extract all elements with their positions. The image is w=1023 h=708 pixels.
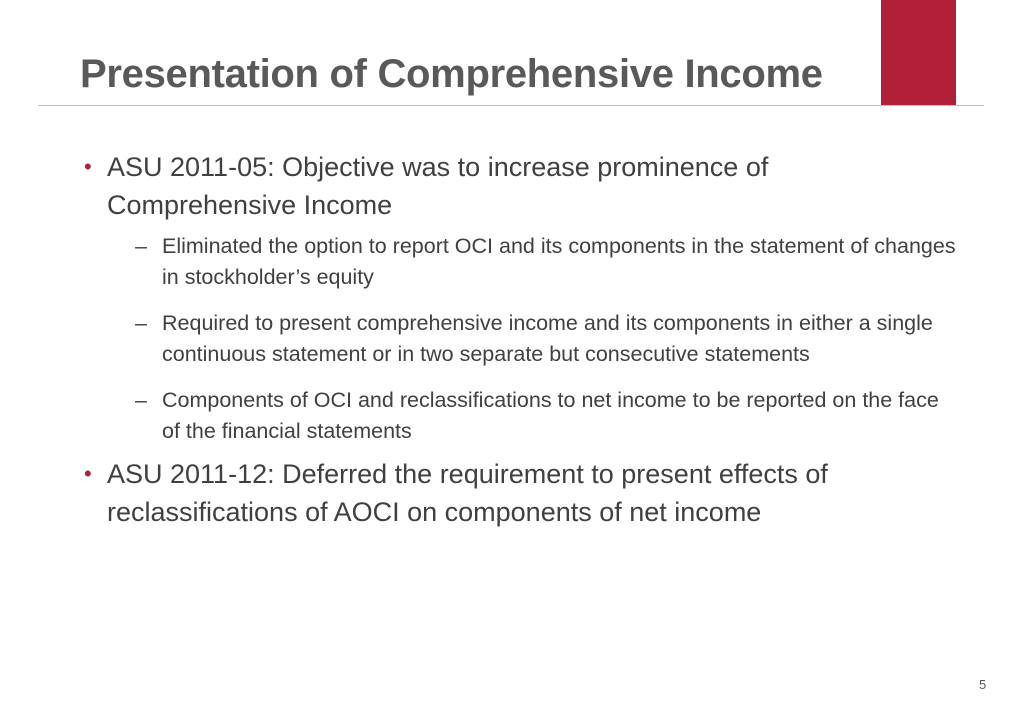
sub-bullet-item — [135, 231, 960, 293]
bullet-marker: • — [84, 461, 92, 486]
sub-bullet-text: Eliminated the option to report OCI and its components in the statement of changes in stockholder’s equity — [162, 234, 956, 289]
dash-marker: – — [135, 388, 147, 412]
dash-marker: – — [135, 311, 147, 335]
slide-title: Presentation of Comprehensive Income — [80, 52, 823, 96]
sub-bullet-list — [107, 231, 960, 447]
bullet-marker: • — [84, 154, 92, 179]
bullet-list — [80, 148, 960, 531]
title-divider — [38, 105, 984, 106]
sub-bullet-item — [135, 385, 960, 447]
sub-bullet-text: Components of OCI and reclassifications to net income to be reported on the face of the financial statements — [162, 388, 939, 443]
accent-block — [881, 0, 956, 106]
bullet-item-asu-2011-05 — [80, 148, 960, 447]
bullet-text: ASU 2011-12: Deferred the requirement to present effects of reclassifications of AOCI on components of net income — [107, 459, 828, 527]
bullet-text: ASU 2011-05: Objective was to increase prominence of Comprehensive Income — [107, 152, 769, 220]
page-number: 5 — [979, 677, 987, 692]
dash-marker: – — [135, 234, 147, 258]
bullet-item-asu-2011-12 — [80, 455, 960, 531]
sub-bullet-text: Required to present comprehensive income and its components in either a single continuous statement or in two separate but consecutive statements — [162, 311, 933, 366]
sub-bullet-item — [135, 308, 960, 370]
